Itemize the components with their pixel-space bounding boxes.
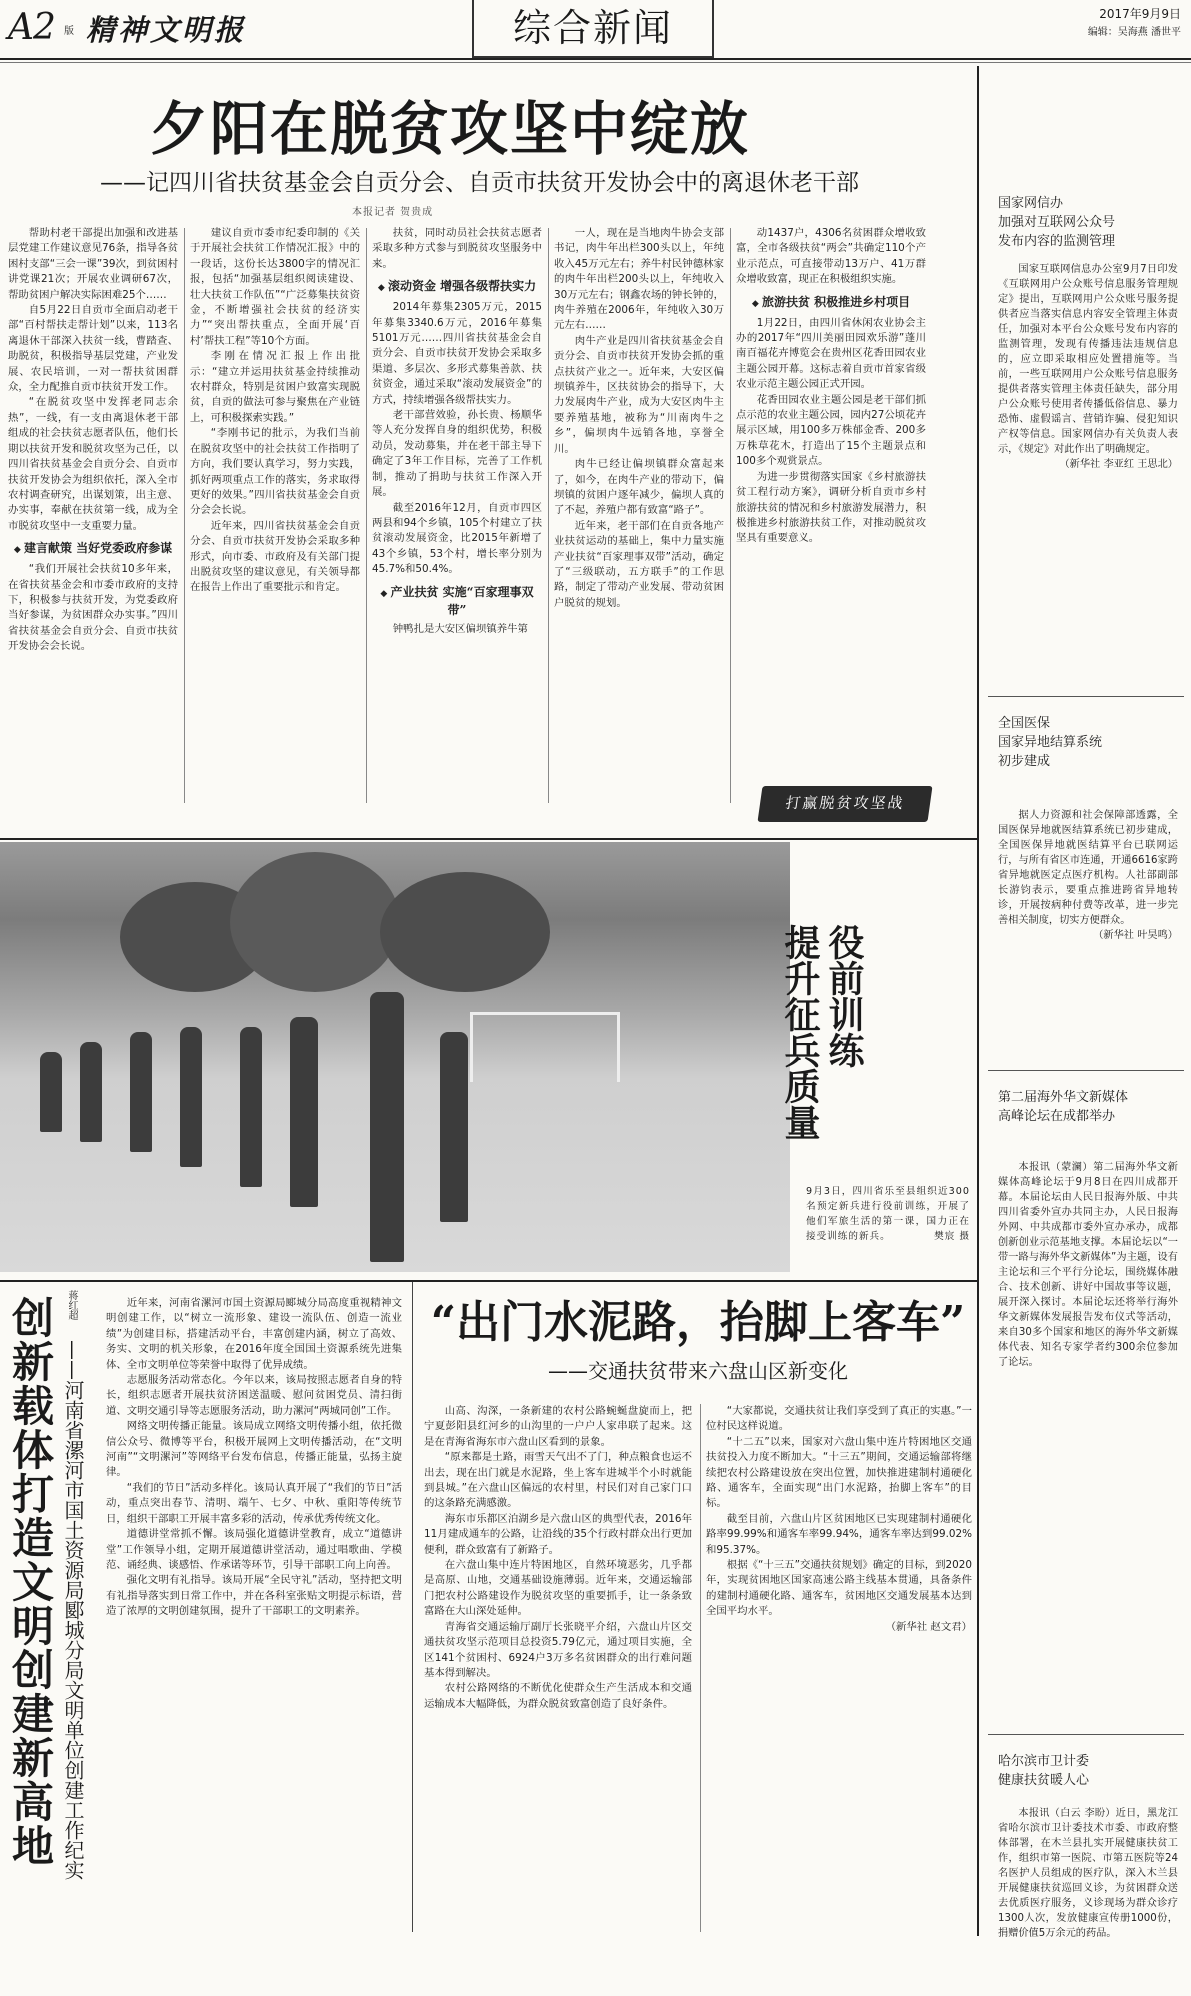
feature-right-column-1 [424, 1404, 692, 1934]
feature-left-body [106, 1296, 402, 1936]
photo-soldier [180, 1027, 202, 1167]
photo-credit: 樊宸 摄 [934, 1231, 970, 1242]
lead-subhead: ◆ 建言献策 当好党委政府参谋 [13, 541, 173, 556]
lead-paragraph: 老干部营效验，孙长贵、杨顺华等人充分发挥自身的组织优势，积极动员，发动募集，并在老干部主导下确定了3年工作目标，完善了工作机制，推动了捐助与扶贫工作深入开展。 [372, 409, 542, 499]
section-rule [0, 838, 977, 840]
lead-subhead: ◆ 旅游扶贫 积极推进乡村项目 [751, 294, 911, 309]
page-code: A2 [8, 7, 55, 48]
campaign-stamp [757, 786, 932, 822]
feature-left-subheadline: ——河南省漯河市国土资源局郾城分局文明单位创建工作纪实 [61, 1340, 85, 1880]
lead-paragraph: 动1437户，4306名贫困群众增收致富，全市各级扶贫“两会”共确定110个产业示范点，可直接带动13万户、41万群众增收致富，现正在积极组织实施。 [736, 227, 926, 286]
sidebar-item-title: 国家网信办 加强对互联网公众号 发布内容的监测管理 [998, 196, 1116, 249]
column-rule [730, 228, 731, 803]
feature-left-author: 蒋红超 [66, 1290, 77, 1320]
photo-tree [230, 852, 400, 992]
photo-soldier [130, 1032, 152, 1152]
masthead [0, 0, 1191, 64]
training-photo [0, 842, 790, 1272]
sidebar-item-body: 本报讯（蒙澜）第二届海外华文新媒体高峰论坛于9月8日在四川成都开幕。本届论坛由人民日报海外版、中共四川省委外宣办共同主办，人民日报海外网、中共成都市委外宣办承办，成都创新创业示范基地支撑。本届论坛以“一带一路与海外华文新媒体”为主题，设有主论坛和三个平行分论坛，围绕媒体融合、技术创新、讲好中国故事等议题，展开深入探讨。本届论坛还将举行海外华文新媒体发展报告发布仪式等活动，来自30多个国家和地区的海外华文新媒体代表、知名专家学者约300余位参加了论坛。 [998, 1162, 1178, 1368]
lead-paragraph: 1月22日，由四川省休闲农业协会主办的2017年“四川美丽田园欢乐游”蓬川南百福花卉博览会在贵州区花香田园农业主题公园开幕。这标志着自贡市首家省级农业示范主题公园正式开园。 [736, 316, 926, 391]
masthead-rule-thin [0, 62, 1191, 63]
sidebar-item-credit: （新华社 李亚红 王思北） [1059, 459, 1178, 470]
feature-paragraph: 道德讲堂常抓不懈。该局强化道德讲堂教育，成立“道德讲堂”工作领导小组，定期开展道德讲堂活动，通过唱歌曲、学模范、诵经典、谈感悟、作承诺等环节，引导干部职工向上向善。 [106, 1528, 402, 1571]
masthead-rule [0, 58, 1191, 60]
photo-soldier [440, 1032, 468, 1222]
lead-paragraph: 近年来，四川省扶贫基金会自贡分会、自贡市扶贫开发协会采取多种形式，向市委、市政府及有关部门提出脱贫攻坚的建议意见，有关领导都在报告上作出了重要批示和肯定。 [190, 519, 360, 594]
lead-paragraph: 李刚在情况汇报上作出批示：“建立并运用扶贫基金持续推动农村群众，特别是贫困户致富实现脱贫，自贡的做法可参与聚焦在产业链上，可积极探索实践。” [190, 350, 360, 424]
lead-paragraph: 自5月22日自贡市全面启动老干部“百村帮扶走帮计划”以来，113名离退休干部深入扶贫一线，曹踏查、助脱贫，积极指导基层党建，产业发展、农民培训，一对一帮扶贫困群众，全力配推自贡市扶贫开发工作。 [8, 304, 178, 394]
lead-headline: 夕阳在脱贫攻坚中绽放 [150, 95, 751, 163]
feature-paragraph: 农村公路网络的不断优化使群众生产生活成本和交通运输成本大幅降低，为群众脱贫致富创造了良好条件。 [424, 1682, 692, 1710]
photo-goal [470, 1012, 620, 1082]
section-rule-vertical [412, 1282, 413, 1932]
page-suffix: 版 [64, 26, 74, 37]
feature-paragraph: 强化文明有礼指导。该局开展“全民守礼”活动，坚持把文明有礼指导落实到日常工作中，并在各科室张贴文明提示标语，营造了浓厚的文明创建氛围，提升了干部职工的文明素养。 [106, 1574, 402, 1618]
feature-paragraph: 近年来，河南省漯河市国土资源局郾城分局高度重视精神文明创建工作，以“树立一流形象、建设一流队伍、创造一流业绩”为创建目标，搭建活动平台，丰富创建内涵，树立了高效、务实、文明的机关形象，在2016年度全国国土资源系统先进集体、全市文明单位等荣誉中取得了优异成绩。 [106, 1297, 402, 1371]
sidebar-item-body: 据人力资源和社会保障部透露，全国医保异地就医结算系统已初步建成，全国医保异地就医结算平台已联网运行，与所有省区市连通，开通6616家跨省异地就医定点医疗机构。人社部副部长游钧表示，要重点推进跨省异地转诊，开展按病种付费等改革，进一步完善相关制度，切实方便群众。 （新华社 叶昊鸣） [998, 810, 1178, 941]
sidebar-item-title: 哈尔滨市卫计委 健康扶贫暖人心 [998, 1754, 1090, 1788]
photo-soldier [290, 1017, 318, 1207]
feature-paragraph: “大家都说，交通扶贫让我们享受到了真正的实惠。”一位村民这样说道。 [706, 1405, 972, 1433]
lead-column-2 [190, 226, 360, 806]
lead-column-1 [8, 226, 178, 806]
sidebar-rule [988, 1734, 1184, 1735]
sidebar-rule [988, 1070, 1184, 1071]
lead-paragraph: “在脱贫攻坚中发挥老同志余热”，一线，有一支由离退休老干部组成的社会扶贫志愿者队伍，他们长期以扶贫开发和脱贫攻坚为己任，以四川省扶贫基金会自贡分会、自贡市扶贫开发协会为组织依托，深入全市农村调查研究，出谋划策，出主意、办实事，奉献在扶贫第一线，成为全市脱贫攻坚中一支重要力量。 [8, 396, 178, 532]
feature-right-credit: （新华社 赵文君） [885, 1620, 972, 1633]
lead-byline: 本报记者 贺贵成 [352, 207, 434, 218]
column-rule [700, 1404, 701, 1932]
lead-paragraph: 建议自贡市委市纪委印制的《关于开展社会扶贫工作情况汇报》中的一段话，这份长达3800字的情况汇报，包括“加强基层组织阅读建设、壮大扶贫工作队伍”“广泛募集扶贫资金，不断增强社会扶贫的经济实力”“突出帮扶重点，全面开展‘百村’帮扶工程”等10个方面。 [190, 227, 360, 347]
feature-right-headline: “出门水泥路，抬脚上客车” [430, 1297, 966, 1348]
lead-paragraph: 为进一步贯彻落实国家《乡村旅游扶贫工程行动方案》，调研分析自贡市乡村旅游扶贫的情况和乡村旅游发展潜力，积极推进乡村旅游扶贫工作，对推动脱贫攻坚具有重要意义。 [736, 470, 926, 545]
lead-paragraph: 截至2016年12月，自贡市四区两县和94个乡镇，105个村建立了扶贫滚动发展资金，比2015年新增了43个乡镇，53个村，增长率分别为45.7%和50.4%。 [372, 501, 542, 576]
lead-paragraph: 帮助村老干部提出加强和改进基层党建工作建议意见76条，指导各贫困村支部“三会一课”39次，到贫困村讲党课21次；开展农业调研67次，帮助贫困户解决实际困难25个…… [8, 227, 178, 301]
lead-paragraph: 花香田园农业主题公园是老干部们抓点示范的农业主题公园，园内27公顷花卉展示区域，用100多万株郁金香、200多万株草花木，打造出了15个主题景点和100多个观赏景点。 [736, 393, 926, 468]
feature-paragraph: “原来都是土路，雨雪天气出不了门，种点粮食也运不出去，现在出门就是水泥路，坐上客车进城半个小时就能到县城。”在六盘山区偏远的农村里，村民们对自己家门口的这条路充满感激。 [424, 1451, 692, 1510]
feature-paragraph: 截至目前，六盘山片区贫困地区已实现建制村通硬化路率99.99%和通客车率99.94%，通客车率达到99.02%和95.37%。 [706, 1512, 972, 1556]
lead-paragraph: 扶贫，同时动员社会扶贫志愿者采取多种方式参与到脱贫攻坚服务中来。 [372, 227, 542, 270]
photo-headline: 役前训练 提升征兵质量 [779, 924, 865, 1140]
lead-paragraph: 肉牛产业是四川省扶贫基金会自贡分会、自贡市扶贫开发协会抓的重点扶贫产业之一。近年来，大安区偏坝镇养牛，区扶贫协会的指导下，大力发展肉牛产业，成为大安区肉牛主要养殖基地，被称为“川南肉牛之乡”，偏坝肉牛远销各地，享誉全川。 [554, 334, 724, 455]
lead-subhead: ◆ 产业扶贫 实施“百家理事双带” [380, 584, 534, 617]
lead-column-5 [736, 226, 926, 741]
feature-paragraph: 志愿服务活动常态化。今年以来，该局按照志愿者自身的特长，组织志愿者开展扶贫济困送温暖、慰问贫困党员、清扫街道、文明交通引导等志愿服务活动，助力漯河“两城同创”工作。 [106, 1374, 402, 1417]
feature-right-column-2 [706, 1404, 972, 1934]
column-rule [548, 228, 549, 803]
paper-name: 精神文明报 [86, 13, 247, 47]
sidebar-item-title: 全国医保 国家异地结算系统 初步建成 [998, 716, 1103, 769]
campaign-stamp-text: 打赢脱贫攻坚战 [784, 794, 906, 812]
feature-paragraph: 根据《“十三五”交通扶贫规划》确定的目标，到2020年，实现贫困地区国家高速公路主线基本贯通，具备条件的建制村通硬化路、通客车，贫困地区交通发展基本达到全国平均水平。 [706, 1559, 972, 1618]
feature-left-headline: 创新载体打造文明创建新高地 [6, 1296, 55, 1868]
sidebar-item-body: 国家互联网信息办公室9月7日印发《互联网用户公众账号信息服务管理规定》提出，互联网用户公众账号服务提供者应当落实信息内容安全管理主体责任，加强对本平台公众账号发布内容的监测管理，发现有传播违法违规信息的，应立即采取相应处置措施等。当前，一些互联网用户公众账号信息服务提供者落实管理主体责任缺失，部分用户公众账号使用者传播低俗信息、暴力恐怖、虚假谣言、营销诈骗、侵犯知识产权等信息。国家网信办有关负责人表示，《规定》对此作出了明确规定。 （新华社 李亚红 王思北） [998, 264, 1178, 470]
lead-paragraph: 近年来，老干部们在自贡各地产业扶贫运动的基础上，集中力量实施产业扶贫“百家理事双带”活动，确定了“三级联动，五方联手”的工作思路，制定了带动产业发展、带动贫困户脱贫的规划。 [554, 519, 724, 609]
photo-soldier [240, 1027, 262, 1187]
lead-column-4 [554, 226, 724, 806]
section-title: 综合新闻 [512, 6, 673, 50]
feature-paragraph: 海东市乐都区泊湖乡是六盘山区的典型代表，2016年11月建成通车的公路，让沿线的35个行政村群众出行更加便利，群众致富有了新路子。 [424, 1512, 692, 1556]
sidebar-divider [977, 66, 979, 1936]
lead-paragraph: 钟鸭扎是大安区偏坝镇养牛第 [392, 622, 528, 635]
feature-paragraph: 网络文明传播正能量。该局成立网络文明传播小组，依托微信公众号、微博等平台，积极开展网上文明传播活动，在“文明河南”“文明漯河”等网络平台发布信息，传播正能量，弘扬主旋律。 [106, 1420, 402, 1479]
issue-date: 2017年9月9日 [1099, 7, 1181, 21]
photo-soldier [370, 992, 404, 1262]
sidebar [988, 66, 1184, 1939]
photo-tree [380, 872, 550, 992]
lead-subheadline: ——记四川省扶贫基金会自贡分会、自贡市扶贫开发协会中的离退休老干部 [100, 170, 859, 196]
sidebar-item-body: 本报讯（白云 李盼）近日，黑龙江省哈尔滨市卫计委技术市委、市政府整体部署，在木兰县扎实开展健康扶贫工作，组织市第一医院、市第五医院等24名医护人员组成的医疗队，深入木兰县开展健康扶贫巡回义诊，为贫困群众送去优质医疗服务，义诊现场为群众诊疗1300人次，发放健康宣传册1000份，捐赠价值5万余元的药品。 [998, 1808, 1178, 1939]
lead-column-3 [372, 226, 542, 806]
photo-caption: 9月3日，四川省乐至县组织近300名预定新兵进行役前训练，开展了他们军旅生活的第一课，国力正在接受训练的新兵。 樊宸 摄 [806, 1186, 970, 1242]
feature-paragraph: 山高、沟深，一条新建的农村公路蜿蜒盘旋而上，把宁夏彭阳县红河乡的山沟里的一户户人家串联了起来。这是在青海省海东市六盘山区看到的景象。 [424, 1405, 692, 1448]
feature-paragraph: “十二五”以来，国家对六盘山集中连片特困地区交通扶贫投入力度不断加大。“十三五”期间，交通运输部将继续把农村公路建设放在突出位置，加快推进建制村通硬化路、通客车，全面实现“出门水泥路，抬脚上客车”的目标。 [706, 1435, 972, 1510]
feature-paragraph: 青海省交通运输厅副厅长张晓平介绍，六盘山片区交通扶贫攻坚示范项目总投资5.79亿元，通过项目实施，全区141个贫困村、6924户3万多名贫困群众的出行难问题基本得到解决。 [424, 1620, 692, 1679]
feature-right-subheadline: ——交通扶贫带来六盘山区新变化 [548, 1359, 848, 1383]
lead-paragraph: 2014年募集2305万元，2015年募集3340.6万元，2016年募集5101万元……四川省扶贫基金会自贡分会、自贡市扶贫开发协会采取多渠道、多层次、多形式募集善款、扶贫资金，通过采取“滚动发展资金”的方式，持续增强各级帮扶实力。 [372, 301, 542, 406]
photo-soldier [80, 1042, 102, 1142]
lead-paragraph: “李刚书记的批示，为我们当前在脱贫攻坚中的社会扶贫工作指明了方向，我们要认真学习，努力实践，抓好两项重点工作的落实，务求取得更好的效果。”四川省扶贫基金会自贡分会会长说。 [190, 427, 360, 517]
feature-paragraph: 在六盘山集中连片特困地区，自然环境恶劣，几乎都是高原、山地，交通基础设施薄弱。近年来，交通运输部门把农村公路建设作为脱贫攻坚的重要抓手，让一条条致富路在大山深处延伸。 [424, 1559, 692, 1618]
column-rule [366, 228, 367, 803]
lead-paragraph: “我们开展社会扶贫10多年来，在省扶贫基金会和市委市政府的支持下，积极参与扶贫开发，为党委政府当好参谋，为贫困群众办实事。”四川省扶贫基金会自贡分会、自贡市扶贫开发协会会长说。 [8, 563, 178, 653]
lead-paragraph: 肉牛已经让偏坝镇群众富起来了，如今，在肉牛产业的带动下，偏坝镇的贫困户逐年减少，偏坝人真的了不起，养殖户都有致富“路子”。 [554, 458, 724, 517]
column-rule [184, 228, 185, 803]
photo-soldier [40, 1052, 62, 1132]
lead-paragraph: 一人，现在是当地肉牛协会支部书记，肉牛年出栏300头以上，年纯收入45万元左右；养牛村民钟德林家的肉牛年出栏200头以上，年纯收入30万元左右；钢鑫农场的钟长钟的，肉牛养殖在2006年，年纯收入30万元左右…… [554, 227, 724, 332]
feature-paragraph: “我们的节日”活动多样化。该局认真开展了“我们的节日”活动，重点突出春节、清明、端午、七夕、中秋、重阳等传统节日，组织干部职工开展丰富多彩的活动，传承优秀传统文化。 [106, 1481, 402, 1525]
sidebar-rule [988, 696, 1184, 697]
section-rule [0, 1280, 977, 1282]
sidebar-item-title: 第二届海外华文新媒体 高峰论坛在成都举办 [998, 1090, 1129, 1124]
lead-subhead: ◆ 滚动资金 增强各级帮扶实力 [377, 279, 537, 294]
editors: 编辑：吴海燕 潘世平 [1087, 27, 1181, 38]
section-box [472, 0, 714, 58]
sidebar-item-credit: （新华社 叶昊鸣） [1093, 930, 1178, 941]
